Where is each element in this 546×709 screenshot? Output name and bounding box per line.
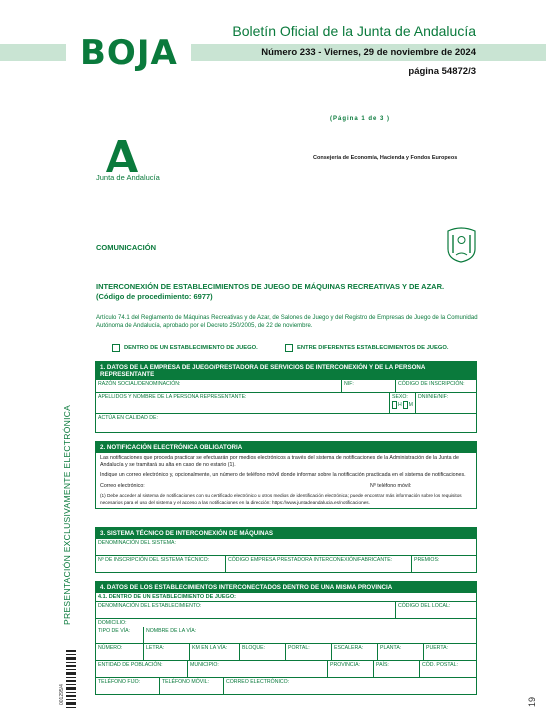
inscripcion-sistema-field[interactable]: Nº DE INSCRIPCIÓN DEL SISTEMA TÉCNICO: bbox=[96, 556, 226, 572]
document-title bbox=[96, 282, 476, 302]
telefono-movil-field[interactable]: TELÉFONO MÓVIL: bbox=[160, 678, 224, 694]
nombre-via-field[interactable]: NOMBRE DE LA VÍA: bbox=[146, 628, 197, 634]
nif-field[interactable]: NIF: bbox=[342, 380, 396, 392]
denominacion-establecimiento-field[interactable]: DENOMINACIÓN DEL ESTABLECIMIENTO: bbox=[96, 602, 396, 618]
side-presentacion-label: PRESENTACIÓN EXCLUSIVAMENTE ELECTRÓNICA bbox=[62, 404, 72, 625]
entidad-poblacion-field[interactable]: ENTIDAD DE POBLACIÓN: bbox=[96, 661, 188, 677]
notification-text-2: Indique un correo electrónico y, opcionalmente, un número de teléfono móvil donde informar sobre la notificación practicada en el sistema de notificaciones. bbox=[100, 472, 466, 478]
codigo-postal-field[interactable]: CÓD. POSTAL: bbox=[422, 662, 458, 668]
correo-electronico-field[interactable]: CORREO ELECTRÓNICO: bbox=[226, 679, 290, 685]
section-1-title: 1. DATOS DE LA EMPRESA DE JUEGO/PRESTADORA DE SERVICIOS DE INTERCONEXIÓN Y DE LA PERSONA REPRESENTANTE bbox=[96, 362, 476, 380]
telefono-fijo-field[interactable]: TELÉFONO FIJO: bbox=[96, 678, 160, 694]
option-entre-label: ENTRE DIFERENTES ESTABLECIMIENTOS DE JUEGO. bbox=[297, 345, 449, 351]
form-page-indicator: (Página 1 de 3 ) bbox=[330, 116, 391, 122]
sexo-h-checkbox[interactable] bbox=[392, 401, 397, 409]
notification-text-1: Las notificaciones que proceda practicar se efectuarán por medios electrónicos a través del sistema de notificaciones de la Administración de la Junta de Andalucía y se tramitará su alta en caso de no estario (1). bbox=[100, 455, 459, 468]
notification-note: (1) Debe acceder al sistema de notificaciones con su certificado electrónico u otros medios de identificación electrónica; puede encontrar más información sobre los requisitos necesarios para el uso del sistema y el acceso a las notificaciones en la dirección: https://www.juntadeandalucia.es/notificaciones. bbox=[100, 493, 462, 505]
section-2-title: 2. NOTIFICACIÓN ELECTRÓNICA OBLIGATORIA bbox=[96, 442, 476, 453]
actua-calidad-field[interactable]: ACTÚA EN CALIDAD DE: bbox=[98, 415, 158, 421]
razon-social-field[interactable]: RAZÓN SOCIAL/DENOMINACIÓN: bbox=[96, 380, 342, 392]
contact-row bbox=[96, 481, 476, 492]
portal-field[interactable]: PORTAL: bbox=[286, 644, 332, 660]
consejeria-label: Consejería de Economía, Hacienda y Fondos Europeos bbox=[313, 155, 458, 161]
planta-field[interactable]: PLANTA: bbox=[378, 644, 424, 660]
checkbox-dentro[interactable] bbox=[112, 344, 120, 352]
comunicacion-label: COMUNICACIÓN bbox=[96, 243, 156, 252]
bulletin-page: página 54872/3 bbox=[408, 66, 476, 77]
section-2 bbox=[95, 441, 477, 509]
boja-logo: BOJA bbox=[80, 33, 178, 73]
section-3-title: 3. SISTEMA TÉCNICO DE INTERCONEXIÓN DE MÁQUINAS bbox=[96, 528, 476, 539]
km-via-field[interactable]: KM EN LA VÍA: bbox=[190, 644, 240, 660]
codigo-inscripcion-field[interactable]: CÓDIGO DE INSCRIPCIÓN: bbox=[398, 381, 465, 387]
side-form-code: 001295/4 bbox=[59, 684, 65, 705]
option-entre[interactable] bbox=[285, 344, 449, 352]
sexo-m-label: M bbox=[408, 402, 413, 408]
checkbox-entre[interactable] bbox=[285, 344, 293, 352]
section-3 bbox=[95, 527, 477, 573]
codigo-local-field[interactable]: CÓDIGO DEL LOCAL: bbox=[398, 603, 451, 609]
puerta-field[interactable]: PUERTA: bbox=[426, 645, 449, 651]
legal-basis-text: Artículo 74.1 del Reglamento de Máquinas Recreativas y de Azar, de Salones de Juego y del Registro de Empresas de Juego de la Comunidad Autónoma de Andalucía, aprobado por el Decreto 250/2005, de 22 de noviembre. bbox=[96, 315, 478, 329]
header-band-left bbox=[0, 44, 66, 61]
bulletin-title: Boletín Oficial de la Junta de Andalucía bbox=[232, 23, 476, 39]
procedure-title: INTERCONEXIÓN DE ESTABLECIMIENTOS DE JUEGO DE MÁQUINAS RECREATIVAS Y DE AZAR. bbox=[96, 282, 445, 291]
option-dentro-label: DENTRO DE UN ESTABLECIMIENTO DE JUEGO. bbox=[124, 345, 258, 351]
premios-field[interactable]: PREMIOS: bbox=[414, 557, 440, 563]
dni-field[interactable]: DNI/NIE/NIF: bbox=[418, 394, 449, 400]
junta-andalucia-label: Junta de Andalucía bbox=[96, 173, 160, 182]
section-4 bbox=[95, 581, 477, 695]
escalera-field[interactable]: ESCALERA: bbox=[332, 644, 378, 660]
page-number: 19 bbox=[527, 696, 537, 707]
pais-field[interactable]: PAÍS: bbox=[374, 661, 420, 677]
numero-field[interactable]: NÚMERO: bbox=[96, 644, 144, 660]
sexo-m-checkbox[interactable] bbox=[403, 401, 408, 409]
letra-field[interactable]: LETRA: bbox=[144, 644, 190, 660]
codigo-empresa-field[interactable]: CÓDIGO EMPRESA PRESTADORA INTERCONEXIÓN/FABRICANTE: bbox=[226, 556, 412, 572]
section-4-title: 4. DATOS DE LOS ESTABLECIMIENTOS INTERCONECTADOS DENTRO DE UNA MISMA PROVINCIA bbox=[96, 582, 476, 593]
section-1 bbox=[95, 361, 477, 433]
barcode-icon bbox=[66, 650, 76, 708]
sexo-label: SEXO: bbox=[392, 394, 408, 400]
bulletin-number: Número 233 - Viernes, 29 de noviembre de 2024 bbox=[261, 47, 476, 58]
sexo-h-label: H bbox=[397, 402, 402, 408]
bloque-field[interactable]: BLOQUE: bbox=[240, 644, 286, 660]
option-dentro[interactable] bbox=[112, 344, 258, 352]
andalucia-shield-icon bbox=[445, 225, 478, 263]
tipo-via-field[interactable]: TIPO DE VÍA: bbox=[96, 627, 144, 643]
movil-label[interactable]: Nº teléfono móvil: bbox=[370, 482, 412, 489]
correo-label[interactable]: Correo electrónico: bbox=[100, 482, 145, 489]
municipio-field[interactable]: MUNICIPIO: bbox=[188, 661, 328, 677]
provincia-field[interactable]: PROVINCIA: bbox=[328, 661, 374, 677]
denominacion-sistema-field[interactable]: DENOMINACIÓN DEL SISTEMA: bbox=[98, 540, 176, 546]
domicilio-label: DOMICILIO: bbox=[98, 620, 127, 626]
procedure-code: (Código de procedimiento: 6977) bbox=[96, 292, 213, 301]
section-4-1-title: 4.1. DENTRO DE UN ESTABLECIMIENTO DE JUEGO: bbox=[98, 594, 236, 600]
apellidos-nombre-field[interactable]: APELLIDOS Y NOMBRE DE LA PERSONA REPRESENTANTE: bbox=[96, 393, 390, 413]
sexo-field[interactable] bbox=[390, 393, 416, 413]
